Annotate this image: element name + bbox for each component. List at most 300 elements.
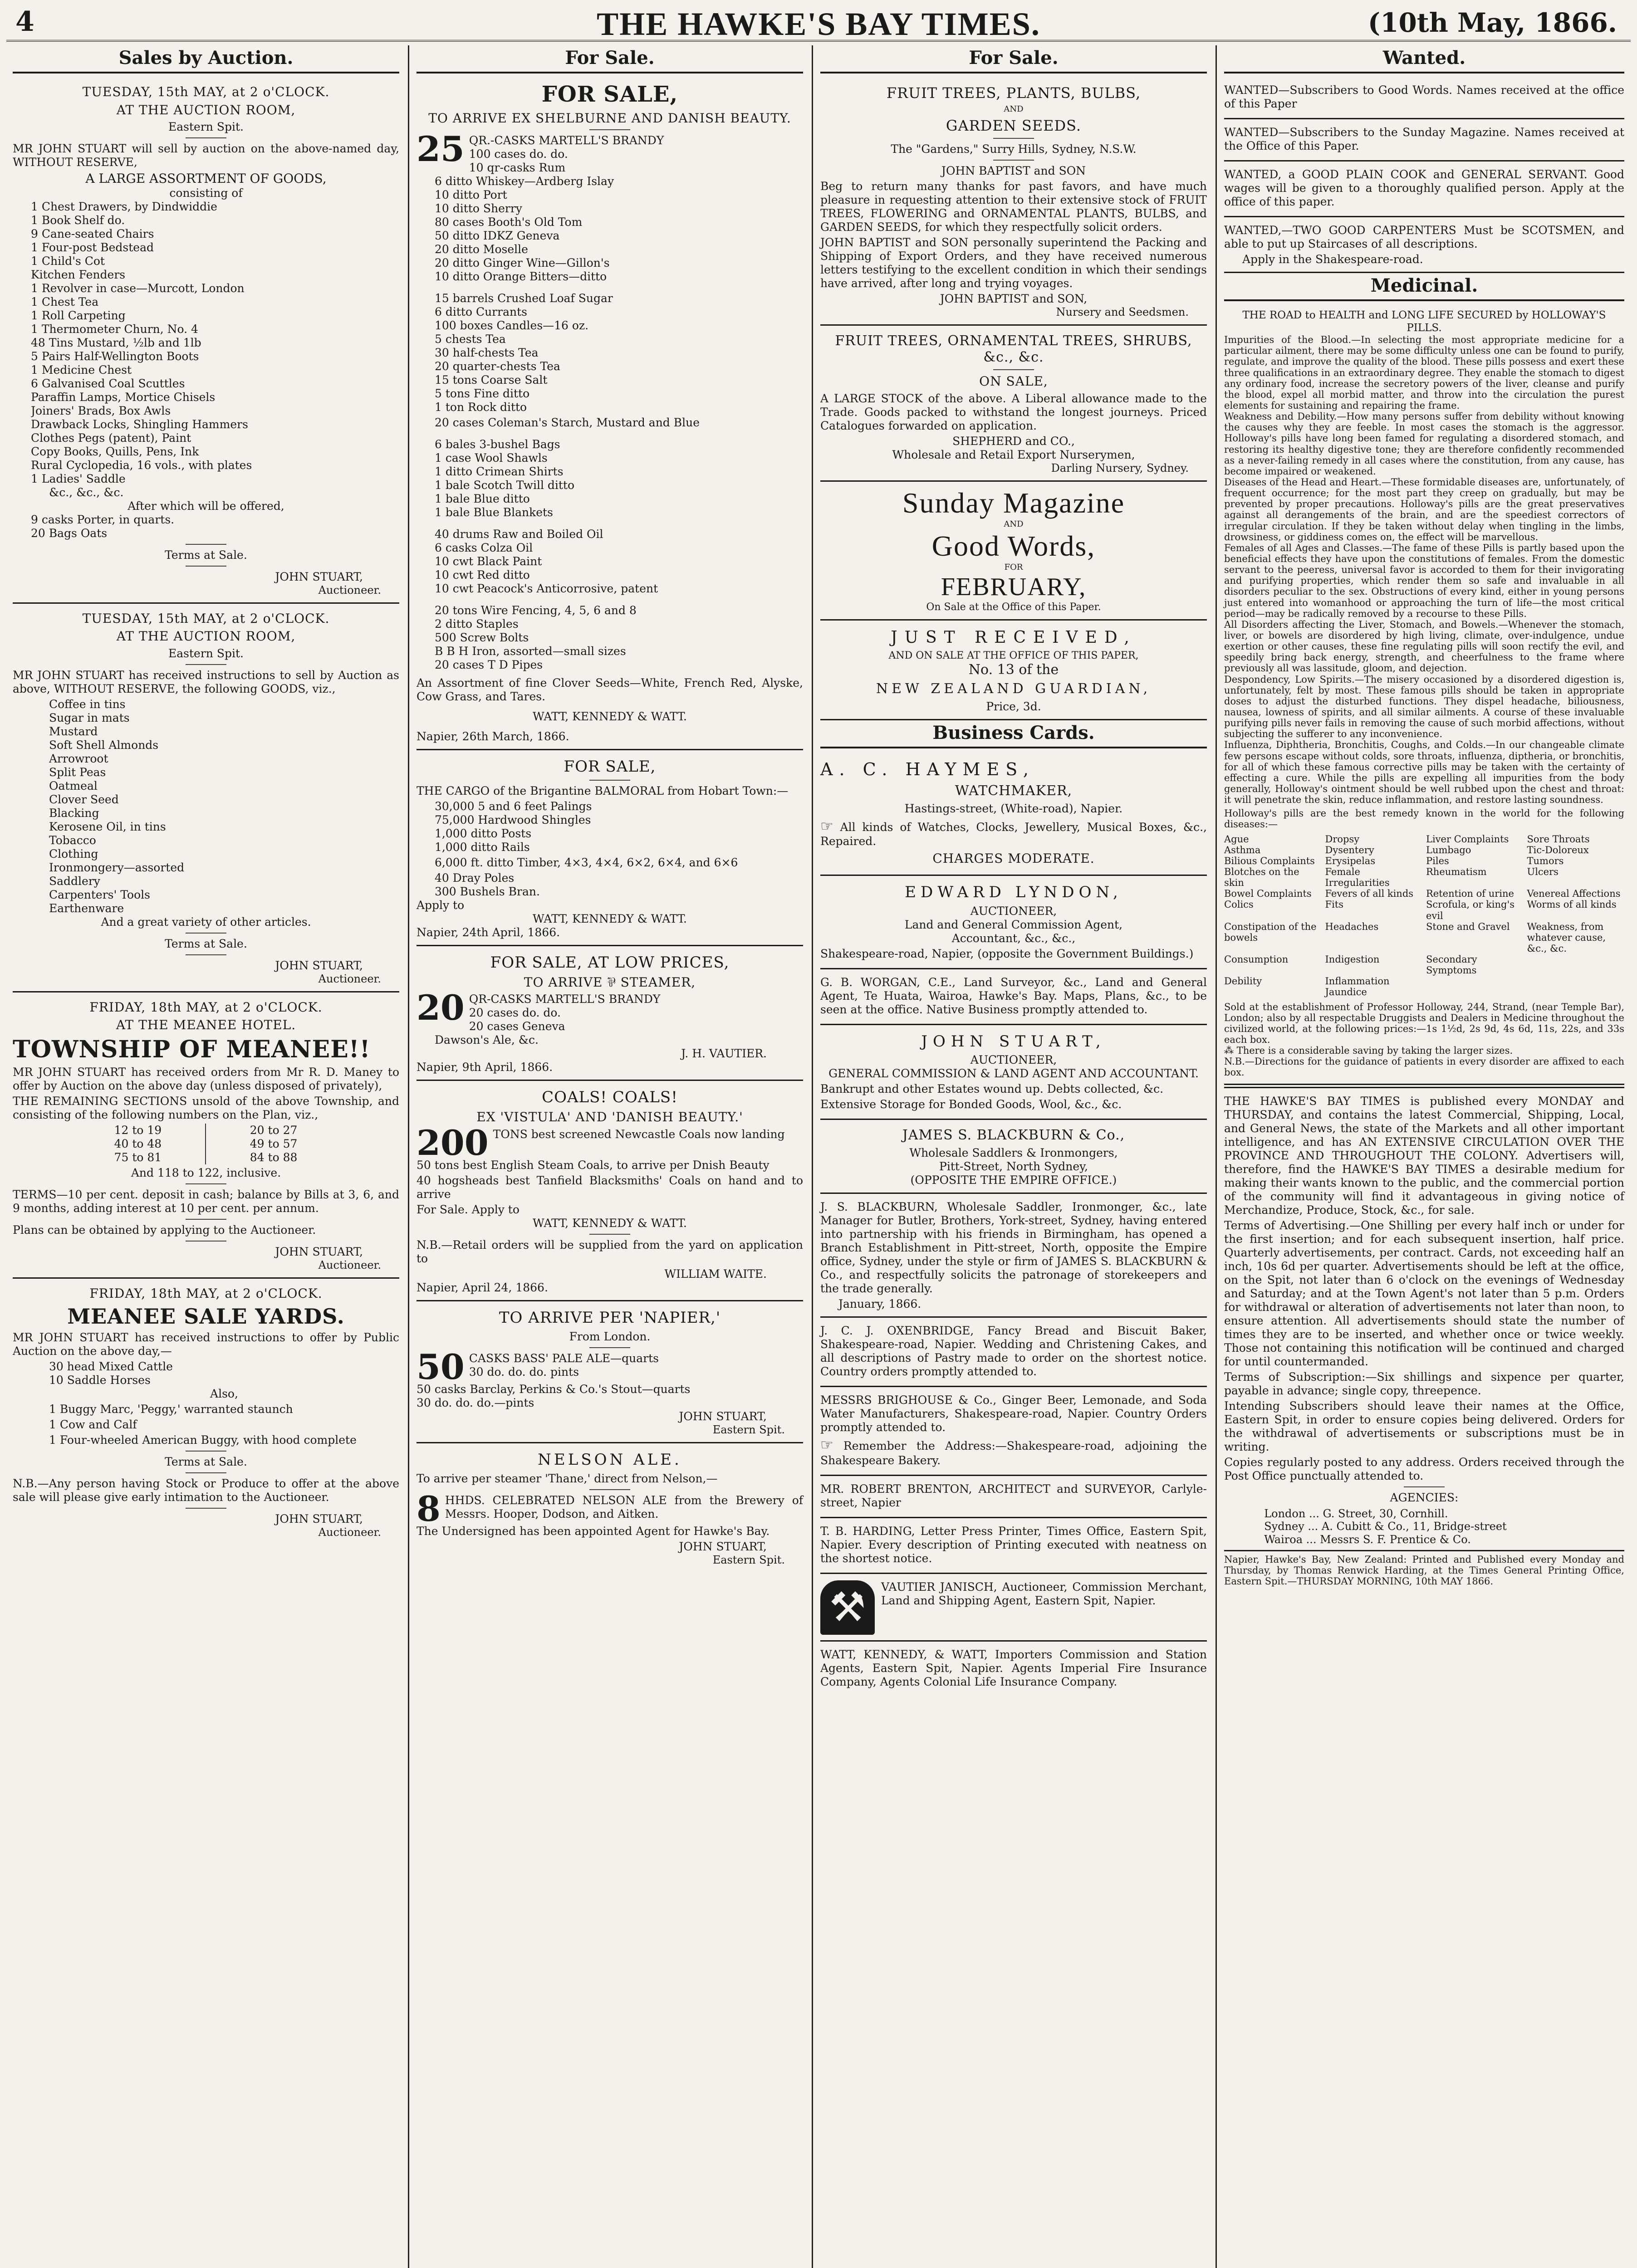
- auction-ad: [13, 992, 399, 1279]
- ad-title: NEW ZEALAND GUARDIAN,: [876, 681, 1152, 697]
- card-text: Bankrupt and other Estates wound up. Debts collected, &c.: [820, 1082, 1164, 1096]
- section-heading: For Sale.: [820, 45, 1207, 73]
- ad-signature: JOHN STUART,: [275, 1512, 363, 1525]
- card-name: JAMES S. BLACKBURN & Co.,: [902, 1127, 1125, 1144]
- disease-item: Tumors: [1527, 855, 1564, 866]
- list-item: Soft Shell Almonds: [49, 738, 159, 752]
- list-item: Clover Seed: [49, 792, 119, 806]
- ad-signature: WATT, KENNEDY & WATT.: [532, 710, 687, 723]
- list-item: Dawson's Ale, &c.: [435, 1033, 539, 1047]
- ad-head: THE REMAINING SECTIONS unsold of the above Township, and consisting of the following numbers on the Plan, viz.,: [13, 1095, 399, 1122]
- ad-after: After which will be offered,: [127, 499, 284, 513]
- ad-text: JOHN BAPTIST and SON personally superintend the Packing and Shipping of Export Orders, and they have received numerous letters testifying to the excellent condition in which their sendings have arrived, after long and trying voyages.: [820, 236, 1207, 290]
- list-item: Sugar in mats: [49, 711, 130, 724]
- card-line: Pitt-Street, North Sydney,: [939, 1160, 1088, 1173]
- ad-signature-title: Darling Nursery, Sydney.: [1051, 461, 1189, 474]
- card-text: Shakespeare-road, Napier, (opposite the Government Buildings.): [820, 947, 1194, 960]
- holloway-ad: [1224, 305, 1624, 1085]
- notice-text: Terms of Advertising.—One Shilling per every half inch or under for the first insertion; and for each subsequent insertion, half price. Quarterly advertisements, per contract. Cards, not exceeding half an inch, 10s 6d per quarter. Advertisements should be left at the office, on the Spit, not later than 6 o'clock on the evenings of Wednesday and Saturday; and at the Town Agent's not later than 5 p.m. Orders for withdrawal or alteration of advertisements not later than noon, to ensure attention. All advertisements should state the number of times they are to be inserted, and whether once or twice weekly. Those not containing this notification will be continued and charged for until countermanded.: [1224, 1218, 1624, 1368]
- disease-item: Piles: [1426, 855, 1449, 866]
- ad-title: Good Words,: [931, 529, 1096, 562]
- ad-number: 200: [417, 1122, 489, 1163]
- auction-ad: [13, 77, 399, 604]
- disease-item: Secondary Symptoms: [1426, 954, 1477, 976]
- list-item: Kitchen Fenders: [31, 268, 126, 281]
- list-item: 20 tons Wire Fencing, 4, 5, 6 and 8: [435, 604, 637, 617]
- ad-line: 40 hogsheads best Tanfield Blacksmiths' Coals on hand and to arrive: [417, 1174, 803, 1201]
- card-text: VAUTIER JANISCH, Auctioneer, Commission Merchant, Land and Shipping Agent, Eastern Spit, Napier.: [881, 1580, 1207, 1607]
- list-item: 6 bales 3-bushel Bags: [435, 438, 560, 451]
- sale-ad: [417, 946, 803, 1081]
- ad-and: And 118 to 122, inclusive.: [131, 1166, 281, 1180]
- list-item: 1,000 ditto Rails: [435, 840, 530, 854]
- business-card: [820, 1574, 1207, 1642]
- disease-item: Rheumatism: [1426, 866, 1487, 877]
- list-item: Earthenware: [49, 901, 124, 915]
- wanted-ad: [1224, 161, 1624, 217]
- sale-ad: [417, 1443, 803, 1572]
- ad-note: N.B.—Retail orders will be supplied from the yard on application to: [417, 1238, 803, 1266]
- disease-item: Asthma: [1224, 844, 1261, 855]
- ad-sub: EX 'VISTULA' AND 'DANISH BEAUTY.': [476, 1110, 743, 1125]
- business-card: [820, 1120, 1207, 1194]
- list-item: 20 ditto Moselle: [435, 243, 528, 256]
- disease-item: [1527, 976, 1625, 987]
- ad-text: Holloway's pills are the best remedy known in the world for the following diseases:—: [1224, 808, 1624, 830]
- business-card: [820, 1025, 1207, 1120]
- disease-item: [1426, 976, 1524, 987]
- disease-item: Indigestion: [1325, 954, 1380, 965]
- ad-sub: TO ARRIVE EX SHELBURNE AND DANISH BEAUTY.: [428, 110, 791, 126]
- card-line: Accountant, &c., &c.,: [951, 931, 1076, 945]
- guardian-ad: [820, 621, 1207, 721]
- business-card: [820, 1194, 1207, 1318]
- ad-signature-title: Wholesale and Retail Export Nurserymen,: [892, 448, 1135, 461]
- list-item: Paraffin Lamps, Mortice Chisels: [31, 390, 216, 404]
- list-item: 500 Screw Bolts: [435, 631, 529, 645]
- ad-number: 50: [417, 1346, 465, 1387]
- disease-item: Venereal Affections: [1527, 888, 1621, 899]
- disease-item: Stone and Gravel: [1426, 921, 1510, 932]
- disease-item: [1426, 987, 1524, 997]
- list-item: 6 casks Colza Oil: [435, 541, 533, 555]
- list-item: 10 qr-casks Rum: [469, 161, 566, 175]
- ad-date: Napier, 9th April, 1866.: [417, 1061, 553, 1074]
- ad-number: 20: [417, 987, 465, 1028]
- list-item: 1 ditto Crimean Shirts: [435, 465, 564, 479]
- disease-item: Retention of urine: [1426, 888, 1514, 899]
- sale-ad: [417, 1301, 803, 1443]
- ad-sub: TO ARRIVE ⅌ STEAMER,: [524, 974, 696, 990]
- list-item: 1 bale Blue ditto: [435, 492, 530, 506]
- card-date: January, 1866.: [838, 1297, 921, 1311]
- list-item: 10 cwt Peacock's Anticorrosive, patent: [435, 582, 658, 596]
- ad-signature: J. H. VAUTIER.: [681, 1047, 767, 1061]
- ad-apply: Apply to: [417, 898, 465, 912]
- ad-title: NELSON ALE.: [538, 1451, 682, 1469]
- pointing-hand-icon: ☞: [820, 1436, 833, 1454]
- disease-item: Bilious Complaints: [1224, 855, 1315, 866]
- list-item: Drawback Locks, Shingling Hammers: [31, 417, 248, 431]
- ad-title: FRUIT TREES, ORNAMENTAL TREES, SHRUBS, &c., &c.: [835, 333, 1192, 366]
- list-item: 10 cwt Red ditto: [435, 568, 530, 582]
- ad-intro: THE CARGO of the Brigantine BALMORAL from Hobart Town:—: [417, 784, 789, 797]
- list-item: 9 Cane-seated Chairs: [31, 227, 154, 240]
- list-item: Coffee in tins: [49, 697, 126, 711]
- card-line: AUCTIONEER,: [970, 1053, 1057, 1067]
- list-item: 1 Four-wheeled American Buggy, with hood complete: [49, 1433, 357, 1447]
- disease-item: [1224, 987, 1322, 997]
- disease-item: Scrofula, or king's evil: [1426, 899, 1515, 921]
- section-numbers: [71, 1124, 341, 1164]
- number-range: 40 to 48: [71, 1137, 206, 1151]
- issue-date: (10th May, 1866.: [1367, 7, 1617, 38]
- list-item: B B H Iron, assorted—small sizes: [435, 645, 626, 658]
- ad-title: FEBRUARY,: [941, 572, 1087, 601]
- ad-terms: Terms at Sale.: [165, 1455, 247, 1468]
- business-card: [820, 1387, 1207, 1476]
- masthead: [6, 3, 1631, 42]
- card-line: Wholesale Saddlers & Ironmongers,: [909, 1146, 1118, 1160]
- ad-signature: JOHN BAPTIST and SON,: [940, 292, 1088, 306]
- list-item: 10 ditto Port: [435, 188, 507, 202]
- sale-ad: [820, 326, 1207, 481]
- list-item: 20 cases Coleman's Starch, Mustard and Blue: [435, 416, 700, 430]
- notice-text: Terms of Subscription:—Six shillings and sixpence per quarter, payable in advance; single copy, threepence.: [1224, 1370, 1624, 1397]
- business-card: [820, 876, 1207, 969]
- list-item: 9 casks Porter, in quarts.: [31, 513, 175, 526]
- ad-terms: Terms at Sale.: [165, 937, 247, 950]
- list-item: 2 ditto Staples: [435, 617, 519, 631]
- newspaper-title: THE HAWKE'S BAY TIMES.: [597, 6, 1040, 42]
- disease-item: Constipation of the bowels: [1224, 921, 1317, 943]
- business-card: [820, 752, 1207, 876]
- ad-title: TO ARRIVE PER 'NAPIER,': [499, 1309, 721, 1327]
- ad-and: AND: [1004, 104, 1024, 114]
- number-range: 20 to 27: [250, 1124, 298, 1137]
- ad-text: Diseases of the Head and Heart.—These formidable diseases are, unfortunately, of frequent occurrence; for the most part they creep on gradually, but may be prevented by proper precautions. Holloway's pills are the great preservatives against all derangements of the brain, and are the speediest correctors of irregular circulation. If they be taken without delay when tingling in the limbs, drowsiness, or giddiness comes on, the effect will be marvellous.: [1224, 477, 1624, 543]
- section-heading: Medicinal.: [1224, 273, 1624, 301]
- column-rule: [1215, 45, 1217, 2268]
- list-item: 5 tons Fine ditto: [435, 387, 530, 401]
- ad-head: THE ROAD to HEALTH and LONG LIFE SECURED by HOLLOWAY'S PILLS.: [1242, 309, 1606, 334]
- list-item: Clothing: [49, 847, 98, 860]
- list-item: 30 head Mixed Cattle: [49, 1359, 173, 1373]
- list-item: 1 Medicine Chest: [31, 363, 132, 376]
- column-rule: [408, 45, 409, 2268]
- ad-head: QR.-CASKS MARTELL'S BRANDY: [469, 134, 664, 147]
- disease-item: Worms of all kinds: [1527, 899, 1617, 910]
- disease-item: Jaundice: [1325, 987, 1367, 998]
- ad-signature-title: Auctioneer.: [318, 583, 381, 596]
- ad-when: FRIDAY, 18th MAY, at 2 o'CLOCK.: [89, 1286, 323, 1301]
- ad-date: Napier, April 24, 1866.: [417, 1281, 548, 1295]
- list-item: Joiners' Brads, Box Awls: [31, 404, 171, 417]
- card-text: WATT, KENNEDY, & WATT, Importers Commission and Station Agents, Eastern Spit, Napier. Agents Imperial Fire Insurance Company, Agents Colonial Life Insurance Company.: [820, 1647, 1207, 1688]
- ad-intro: MR JOHN STUART has received instructions to sell by Auction as above, WITHOUT RESERVE, the following GOODS, viz.,: [13, 668, 399, 695]
- ad-number: 25: [417, 129, 465, 170]
- disease-list: [1224, 834, 1624, 998]
- ad-text: WANTED, a GOOD PLAIN COOK and GENERAL SERVANT. Good wages will be given to a thoroughly qualified person. Apply at the office of this paper.: [1224, 168, 1624, 208]
- number-range: 84 to 88: [250, 1151, 298, 1164]
- list-item: Blacking: [49, 806, 99, 820]
- ad-sub: consisting of: [169, 186, 243, 200]
- card-line: Land and General Commission Agent,: [904, 918, 1123, 931]
- ad-text: WANTED,—TWO GOOD CARPENTERS Must be SCOTSMEN, and able to put up Staircases of all descriptions.: [1224, 224, 1624, 250]
- auction-ad: [13, 604, 399, 992]
- list-item: 15 barrels Crushed Loaf Sugar: [435, 292, 613, 305]
- ad-text: Beg to return many thanks for past favors, and have much pleasure in requesting attention to their extensive stock of FRUIT TREES, FLOWERING and ORNAMENTAL PLANTS, BULBS, and GARDEN SEEDS, for which they respectfully solicit orders.: [820, 180, 1207, 234]
- card-text: J. S. BLACKBURN, Wholesale Saddler, Ironmonger, &c., late Manager for Butler, Brothers, York-street, Sydney, having entered into partnership with his friends in Birmingham, has opened a Branch Establishment in Pitt-street, North, opposite the Empire office, Sydney, under the style or firm of JAMES S. BLACKBURN & Co., and respectfully solicits the patronage of storekeepers and the trade generally.: [820, 1200, 1207, 1295]
- disease-item: Liver Complaints: [1426, 833, 1509, 845]
- list-item: Tobacco: [49, 833, 96, 847]
- number-range: 49 to 57: [250, 1137, 298, 1151]
- section-heading: For Sale.: [417, 45, 803, 73]
- card-name: EDWARD LYNDON,: [905, 883, 1122, 901]
- card-line: AUCTIONEER,: [970, 904, 1057, 918]
- disease-item: Fits: [1325, 899, 1344, 910]
- ad-line: 50 casks Barclay, Perkins & Co.'s Stout—quarts: [417, 1383, 691, 1396]
- list-item: 1 Ladies' Saddle: [31, 472, 126, 485]
- ad-head: TONS best screened Newcastle Coals now landing: [493, 1127, 785, 1141]
- auction-ad: [13, 1279, 399, 1545]
- list-item: 1 Book Shelf do.: [31, 213, 125, 227]
- list-item: Arrowroot: [49, 752, 108, 765]
- disease-item: Dropsy: [1325, 833, 1360, 845]
- business-card: [820, 969, 1207, 1025]
- ad-signature: WATT, KENNEDY & WATT.: [532, 1217, 687, 1230]
- ad-sub: AND ON SALE AT THE OFFICE OF THIS PAPER,: [888, 650, 1139, 661]
- sale-ad: [417, 1081, 803, 1301]
- number-range: 12 to 19: [71, 1124, 206, 1137]
- list-item: 40 drums Raw and Boiled Oil: [435, 528, 603, 541]
- ad-title: JUST RECEIVED,: [891, 628, 1137, 647]
- ad-note: N.B.—Directions for the guidance of patients in every disorder are affixed to each box.: [1224, 1056, 1624, 1078]
- sale-ad: [417, 750, 803, 946]
- list-item: 1 Cow and Calf: [49, 1418, 137, 1431]
- card-charges: CHARGES MODERATE.: [932, 851, 1095, 866]
- ad-title: TOWNSHIP OF MEANEE!!: [13, 1035, 371, 1063]
- list-item: Also,: [210, 1387, 238, 1400]
- disease-item: Consumption: [1224, 954, 1289, 965]
- ad-head: CASKS BASS' PALE ALE—quarts: [469, 1351, 659, 1365]
- ad-title: FRUIT TREES, PLANTS, BULBS,: [886, 84, 1141, 102]
- ad-place: AT THE MEANEE HOTEL.: [116, 1017, 296, 1033]
- list-item: 1 Buggy Marc, 'Peggy,' warranted staunch: [49, 1402, 293, 1416]
- ad-date: Napier, 24th April, 1866.: [417, 925, 560, 939]
- ad-terms: TERMS—10 per cent. deposit in cash; balance by Bills at 3, 6, and 9 months, adding interest at 10 per cent. per annum.: [13, 1188, 399, 1215]
- ad-head: A LARGE ASSORTMENT OF GOODS,: [85, 171, 327, 186]
- disease-item: Fevers of all kinds: [1325, 888, 1414, 899]
- disease-item: Female Irregularities: [1325, 866, 1390, 889]
- ad-sub: From London.: [569, 1330, 651, 1343]
- ad-note: The Undersigned has been appointed Agent for Hawke's Bay.: [417, 1525, 770, 1538]
- notice-text: THE HAWKE'S BAY TIMES is published every MONDAY and THURSDAY, and contains the latest Commercial, Shipping, Local, and General News, the state of the Markets and all other important intelligence, and has AN EXTENSIVE CIRCULATION OVER THE PROVINCE AND THROUGHOUT THE COLONY. Advertisers will, therefore, find the HAWKE'S BAY TIMES a desirable medium for making their wants known to the public, and the commercial portion of the community will find it advantageous in giving notice of Merchandize, Produce, Stock, &c., for sale.: [1224, 1094, 1624, 1217]
- ad-assortment: An Assortment of fine Clover Seeds—White, French Red, Alyske, Cow Grass, and Tares.: [417, 676, 803, 704]
- ad-text: WANTED—Subscribers to the Sunday Magazine. Names received at the Office of this Paper.: [1224, 126, 1624, 152]
- list-item: 6 ditto Whiskey—Ardberg Islay: [435, 175, 614, 188]
- list-item: 10 ditto Orange Bitters—ditto: [435, 270, 607, 284]
- column-wanted-medicinal: [1218, 45, 1631, 2268]
- card-text: G. B. WORGAN, C.E., Land Surveyor, &c., Land and General Agent, Te Huata, Wairoa, Hawke's Bay. Maps, Plans, &c., to be seen at the office. Native Business promptly attended to.: [820, 975, 1207, 1016]
- ad-terms: Terms at Sale.: [165, 548, 247, 562]
- ad-text: Females of all Ages and Classes.—The fame of these Pills is partly based upon the beneficial effects they have upon the constitutions of females. From the domestic servant to the peeress, universal favor is accorded to them for their invigorating and purifying properties, which render them so safe and invaluable in all disorders peculiar to the sex. Obstructions of every kind, either in young persons just entered into womanhood or approaching the turn of life—the most critical period—may be radically removed by a recourse to these Pills.: [1224, 542, 1624, 619]
- card-text: MR. ROBERT BRENTON, ARCHITECT and SURVEYOR, Carlyle-street, Napier: [820, 1482, 1207, 1509]
- business-card: [820, 1642, 1207, 1696]
- ad-line: 30 do. do. do. pints: [469, 1365, 579, 1378]
- sale-ad: [417, 77, 803, 750]
- agency-item: Sydney ... A. Cubitt & Co., 11, Bridge-street: [1264, 1520, 1507, 1533]
- ad-signature-title: Auctioneer.: [318, 972, 381, 985]
- business-card: [820, 1476, 1207, 1518]
- agency-item: London ... G. Street, 30, Cornhill.: [1264, 1507, 1448, 1520]
- list-item: 15 tons Coarse Salt: [435, 373, 548, 387]
- page-number: 4: [15, 6, 34, 38]
- card-text: T. B. HARDING, Letter Press Printer, Times Office, Eastern Spit, Napier. Every description of Printing executed with neatness on the shortest notice.: [820, 1524, 1207, 1565]
- disease-item: Colics: [1224, 899, 1254, 910]
- card-text: J. C. J. OXENBRIDGE, Fancy Bread and Biscuit Baker, Shakespeare-road, Napier. Wedding and Christening Cakes, and all descriptions of Pastry made to order on the shortest notice. Country orders promptly attended to.: [820, 1324, 1207, 1378]
- list-item: 1 Child's Cot: [31, 254, 105, 268]
- wanted-ad: [1224, 77, 1624, 119]
- card-text: Remember the Address:—Shakespeare-road, adjoining the Shakespeare Bakery.: [820, 1439, 1207, 1467]
- ad-intro: MR JOHN STUART has received instructions to offer by Public Auction on the above day,—: [13, 1330, 399, 1358]
- disease-item: Lumbago: [1426, 844, 1471, 855]
- ad-line: For Sale. Apply to: [417, 1203, 520, 1217]
- disease-item: Tic-Doloreux: [1527, 844, 1589, 855]
- column-auctions: [6, 45, 406, 2268]
- list-item: Mustard: [49, 724, 98, 738]
- list-item: 100 boxes Candles—16 oz.: [435, 319, 589, 332]
- ad-text: WANTED—Subscribers to Good Words. Names received at the office of this Paper: [1224, 83, 1624, 110]
- magazine-ad: [820, 482, 1207, 621]
- list-item: Ironmongery—assorted: [49, 860, 185, 874]
- column-for-sale-business: [814, 45, 1213, 2268]
- list-item: Oatmeal: [49, 779, 98, 792]
- disease-item: Weakness, from whatever cause, &c., &c.: [1527, 921, 1606, 954]
- section-heading: Business Cards.: [820, 720, 1207, 748]
- list-item: 20 Bags Oats: [31, 526, 108, 540]
- ad-signature: JOHN STUART,: [275, 570, 363, 583]
- auctioneer-icon: ⚒: [820, 1580, 875, 1635]
- printer-imprint: Napier, Hawke's Bay, New Zealand: Printed and Published every Monday and Thursday, by Thomas Renwick Harding, at the Times General Printing Office, Eastern Spit.—THURSDAY MORNING, 10th MAY 1866.: [1224, 1550, 1624, 1587]
- ad-when: FRIDAY, 18th MAY, at 2 o'CLOCK.: [89, 999, 323, 1015]
- ad-text: All Disorders affecting the Liver, Stomach, and Bowels.—Whenever the stomach, liver, or bowels are disordered by high living, climate, over-indulgence, undue exertion or other causes, these fine regulating pills will soon rectify the evil, and speedily bring back energy, strength, and cheerfulness to the frame where previously all was lassitude, gloom, and dejection.: [1224, 619, 1624, 674]
- ad-head: QR-CASKS MARTELL'S BRANDY: [469, 992, 661, 1006]
- agency-item: Wairoa ... Messrs S. F. Prentice & Co.: [1264, 1533, 1471, 1546]
- ad-line: 30 do. do. do.—pints: [417, 1396, 534, 1410]
- list-item: 1 ton Rock ditto: [435, 401, 527, 414]
- list-item: 48 Tins Mustard, ½lb and 1lb: [31, 336, 201, 349]
- list-item: 10 ditto Sherry: [435, 202, 522, 215]
- notice-text: Intending Subscribers should leave their names at the Office, Eastern Spit, in order to ensure copies being delivered. Orders for the withdrawal of advertisements or subscriptions must be in writing.: [1224, 1399, 1624, 1453]
- ad-title: GARDEN SEEDS.: [946, 117, 1082, 134]
- ad-place: AT THE AUCTION ROOM,: [116, 102, 296, 117]
- wanted-ad: [1224, 119, 1624, 161]
- list-item: 50 ditto IDKZ Geneva: [435, 229, 560, 243]
- list-item: 10 cwt Black Paint: [435, 555, 542, 568]
- list-item: 1 bale Blue Blankets: [435, 506, 553, 519]
- column-rule: [812, 45, 813, 2268]
- list-item: Clothes Pegs (patent), Paint: [31, 431, 191, 445]
- ad-line: 50 tons best English Steam Coals, to arrive per Dnish Beauty: [417, 1158, 769, 1172]
- column-for-sale: [410, 45, 809, 2268]
- disease-item: Bowel Complaints: [1224, 888, 1312, 899]
- ad-sub: ON SALE,: [979, 374, 1048, 389]
- list-item: 1 Four-post Bedstead: [31, 240, 154, 254]
- ad-signature: WATT, KENNEDY & WATT.: [532, 912, 687, 925]
- list-item: 1 Thermometer Churn, No. 4: [31, 322, 198, 336]
- ad-signature: JOHN STUART,: [679, 1540, 767, 1554]
- list-item: 10 Saddle Horses: [49, 1373, 151, 1387]
- ad-title: FOR SALE,: [541, 82, 678, 107]
- ad-date: Napier, 26th March, 1866.: [417, 730, 569, 743]
- ad-signature-title: Nursery and Seedsmen.: [1056, 306, 1189, 319]
- ad-intro: MR JOHN STUART will sell by auction on the above-named day, WITHOUT RESERVE,: [13, 142, 399, 169]
- list-item: 20 ditto Ginger Wine—Gillon's: [435, 256, 610, 270]
- ad-firm: JOHN BAPTIST and SON: [941, 164, 1086, 178]
- ad-place-sub: Eastern Spit.: [168, 120, 244, 134]
- ad-signature-title: Eastern Spit.: [712, 1554, 785, 1567]
- disease-item: Dysentery: [1325, 844, 1374, 855]
- disease-item: Ulcers: [1527, 866, 1559, 877]
- list-item: Saddlery: [49, 874, 100, 888]
- ad-place-sub: Eastern Spit.: [168, 646, 244, 660]
- list-item: 20 cases do. do.: [469, 1006, 561, 1020]
- list-item: 5 Pairs Half-Wellington Boots: [31, 349, 199, 363]
- ad-signature-title: Auctioneer.: [318, 1525, 381, 1539]
- asterism-icon: ⁂: [1224, 1045, 1234, 1056]
- disease-item: Debility: [1224, 976, 1262, 987]
- list-item: 300 Bushels Bran.: [435, 885, 540, 898]
- section-heading: Sales by Auction.: [13, 45, 399, 73]
- disease-item: Ague: [1224, 833, 1249, 845]
- ad-note: On Sale at the Office of this Paper.: [926, 601, 1101, 613]
- card-address: Hastings-street, (White-road), Napier.: [904, 802, 1123, 815]
- card-text: All kinds of Watches, Clocks, Jewellery, Musical Boxes, &c., Repaired.: [820, 820, 1207, 848]
- ad-signature: JOHN STUART,: [275, 1245, 363, 1259]
- list-item: 6,000 ft. ditto Timber, 4×3, 4×4, 6×2, 6×4, and 6×6: [435, 855, 738, 869]
- ad-text: Apply in the Shakespeare-road.: [1242, 253, 1423, 266]
- disease-item: Sore Throats: [1527, 833, 1590, 845]
- list-item: 5 chests Tea: [435, 332, 506, 346]
- ad-title: FOR SALE,: [564, 758, 656, 776]
- ad-sub: To arrive per steamer 'Thane,' direct from Nelson,—: [417, 1471, 718, 1485]
- ad-and: AND: [1004, 519, 1024, 529]
- list-item: 1 Chest Drawers, by Dindwiddie: [31, 200, 217, 213]
- ad-more: And a great variety of other articles.: [101, 915, 311, 929]
- number-range: 75 to 81: [71, 1151, 206, 1164]
- card-text: Extensive Storage for Bonded Goods, Wool, &c., &c.: [820, 1098, 1122, 1111]
- card-name: JOHN STUART,: [921, 1032, 1106, 1051]
- list-item: 40 Dray Poles: [435, 871, 515, 885]
- list-item: 6 Galvanised Coal Scuttles: [31, 376, 185, 390]
- disease-item: Erysipelas: [1325, 855, 1376, 866]
- ad-title: FOR SALE, AT LOW PRICES,: [490, 953, 730, 972]
- ad-text: There is a considerable saving by taking the larger sizes.: [1236, 1045, 1513, 1056]
- list-item: Carpenters' Tools: [49, 888, 150, 901]
- list-item: &c., &c., &c.: [49, 485, 124, 499]
- ad-signature: JOHN STUART,: [679, 1410, 767, 1423]
- list-item: 1,000 ditto Posts: [435, 826, 532, 840]
- card-trade: WATCHMAKER,: [955, 782, 1073, 799]
- ad-line: No. 13 of the: [968, 662, 1059, 678]
- ad-title: MEANEE SALE YARDS.: [67, 1304, 345, 1329]
- ad-text: Impurities of the Blood.—In selecting the most appropriate medicine for a particular ailment, there may be some difficulty unless one can be found to purify, regulate, and improve the quality of the blood. These pills possess and exert these three qualifications in an extraordinary degree. They enable the stomach to digest any ordinary food, increase the secretory powers of the liver, cleanse and purify the blood, expel all morbid matter, and throw into the circulation the purest elements for sustaining and repairing the frame.: [1224, 334, 1624, 411]
- list-item: Kerosene Oil, in tins: [49, 820, 166, 833]
- ad-signature: JOHN STUART,: [275, 958, 363, 972]
- list-item: 75,000 Hardwood Shingles: [435, 813, 591, 826]
- ad-number: 8: [417, 1488, 441, 1529]
